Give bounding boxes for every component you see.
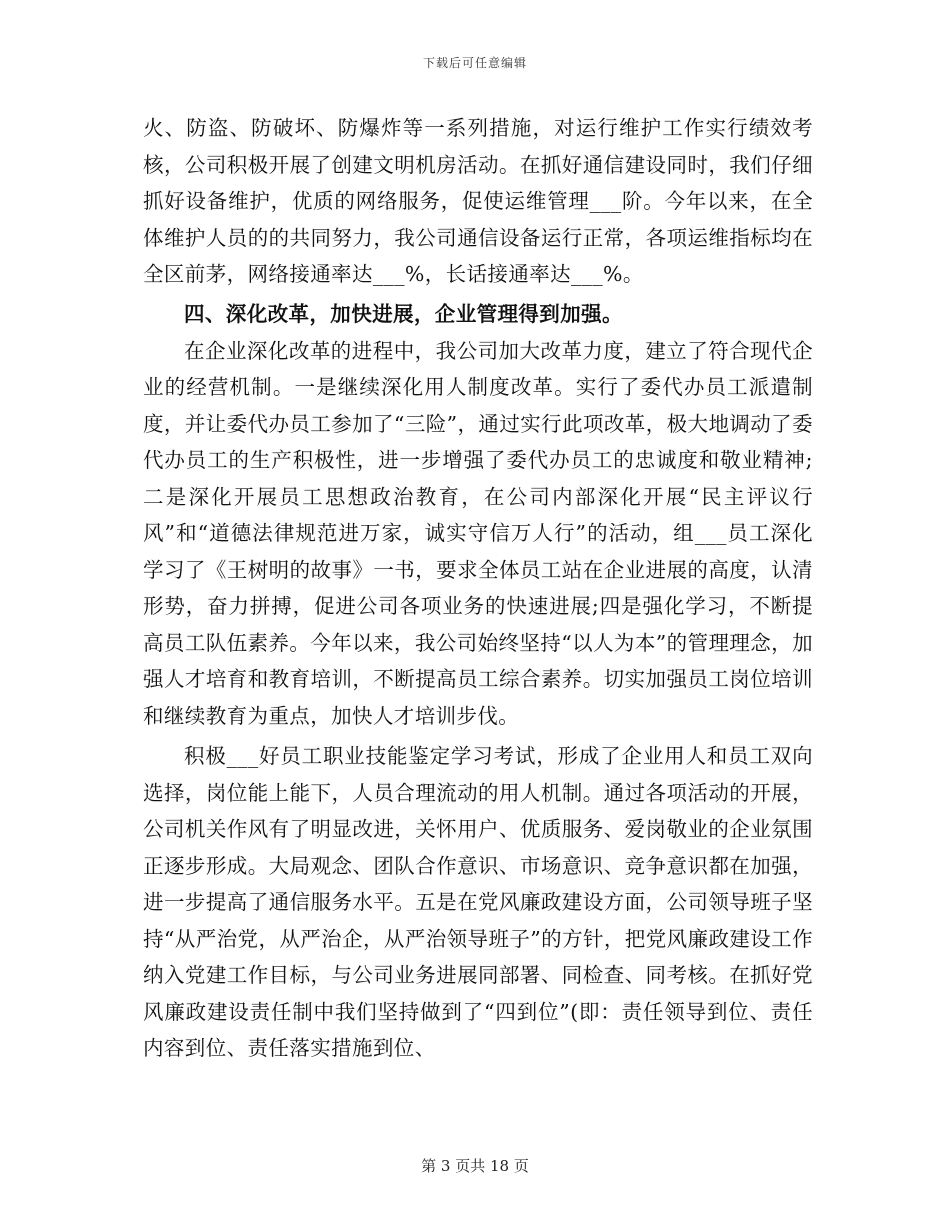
page-header-note: 下载后可任意编辑	[422, 56, 527, 70]
document-body	[143, 110, 813, 1067]
paragraph-skills: 积极___好员工职业技能鉴定学习考试，形成了企业用人和员工双向选择，岗位能上能下，人员合理流动的用人机制。通过各项活动的开展，公司机关作风有了明显改进，关怀用户、优质服务、爱岗敬业的企业氛围正逐步形成。大局观念、团队合作意识、市场意识、竞争意识都在加强，进一步提高了通信服务水平。五是在党风廉政建设方面，公司领导班子坚持“从严治党，从严治企，从严治领导班子”的方针，把党风廉政建设工作纳入党建工作目标，与公司业务进展同部署、同检查、同考核。在抓好党风廉政建设责任制中我们坚持做到了“四到位”(即：责任领导到位、责任内容到位、责任落实措施到位、	[143, 744, 813, 1060]
page-number-footer: 第 3 页共 18 页	[421, 1157, 529, 1175]
paragraph-continued: 火、防盗、防破坏、防爆炸等一系列措施，对运行维护工作实行绩效考核，公司积极开展了创建文明机房活动。在抓好通信建设同时，我们仔细抓好设备维护，优质的网络服务，促使运维管理___阶。今年以来，在全体维护人员的的共同努力，我公司通信设备运行正常，各项运维指标均在全区前茅，网络接通率达___%，长话接通率达___%。	[143, 116, 813, 286]
paragraph-reform: 在企业深化改革的进程中，我公司加大改革力度，建立了符合现代企业的经营机制。一是继续深化用人制度改革。实行了委代办员工派遣制度，并让委代办员工参加了“三险”，通过实行此项改革，极大地调动了委代办员工的生产积极性，进一步增强了委代办员工的忠诚度和敬业精神;二是深化开展员工思想政治教育，在公司内部深化开展“民主评议行风”和“道德法律规范进万家，诚实守信万人行”的活动，组___员工深化学习了《王树明的故事》一书，要求全体员工站在企业进展的高度，认清形势，奋力拼搏，促进公司各项业务的快速进展;四是强化学习，不断提高员工队伍素养。今年以来，我公司始终坚持“以人为本”的管理理念，加强人才培育和教育培训，不断提高员工综合素养。切实加强员工岗位培训和继续教育为重点，加快人才培训步伐。	[143, 338, 813, 728]
section-heading-four: 四、深化改革，加快进展，企业管理得到加强。	[184, 301, 623, 326]
